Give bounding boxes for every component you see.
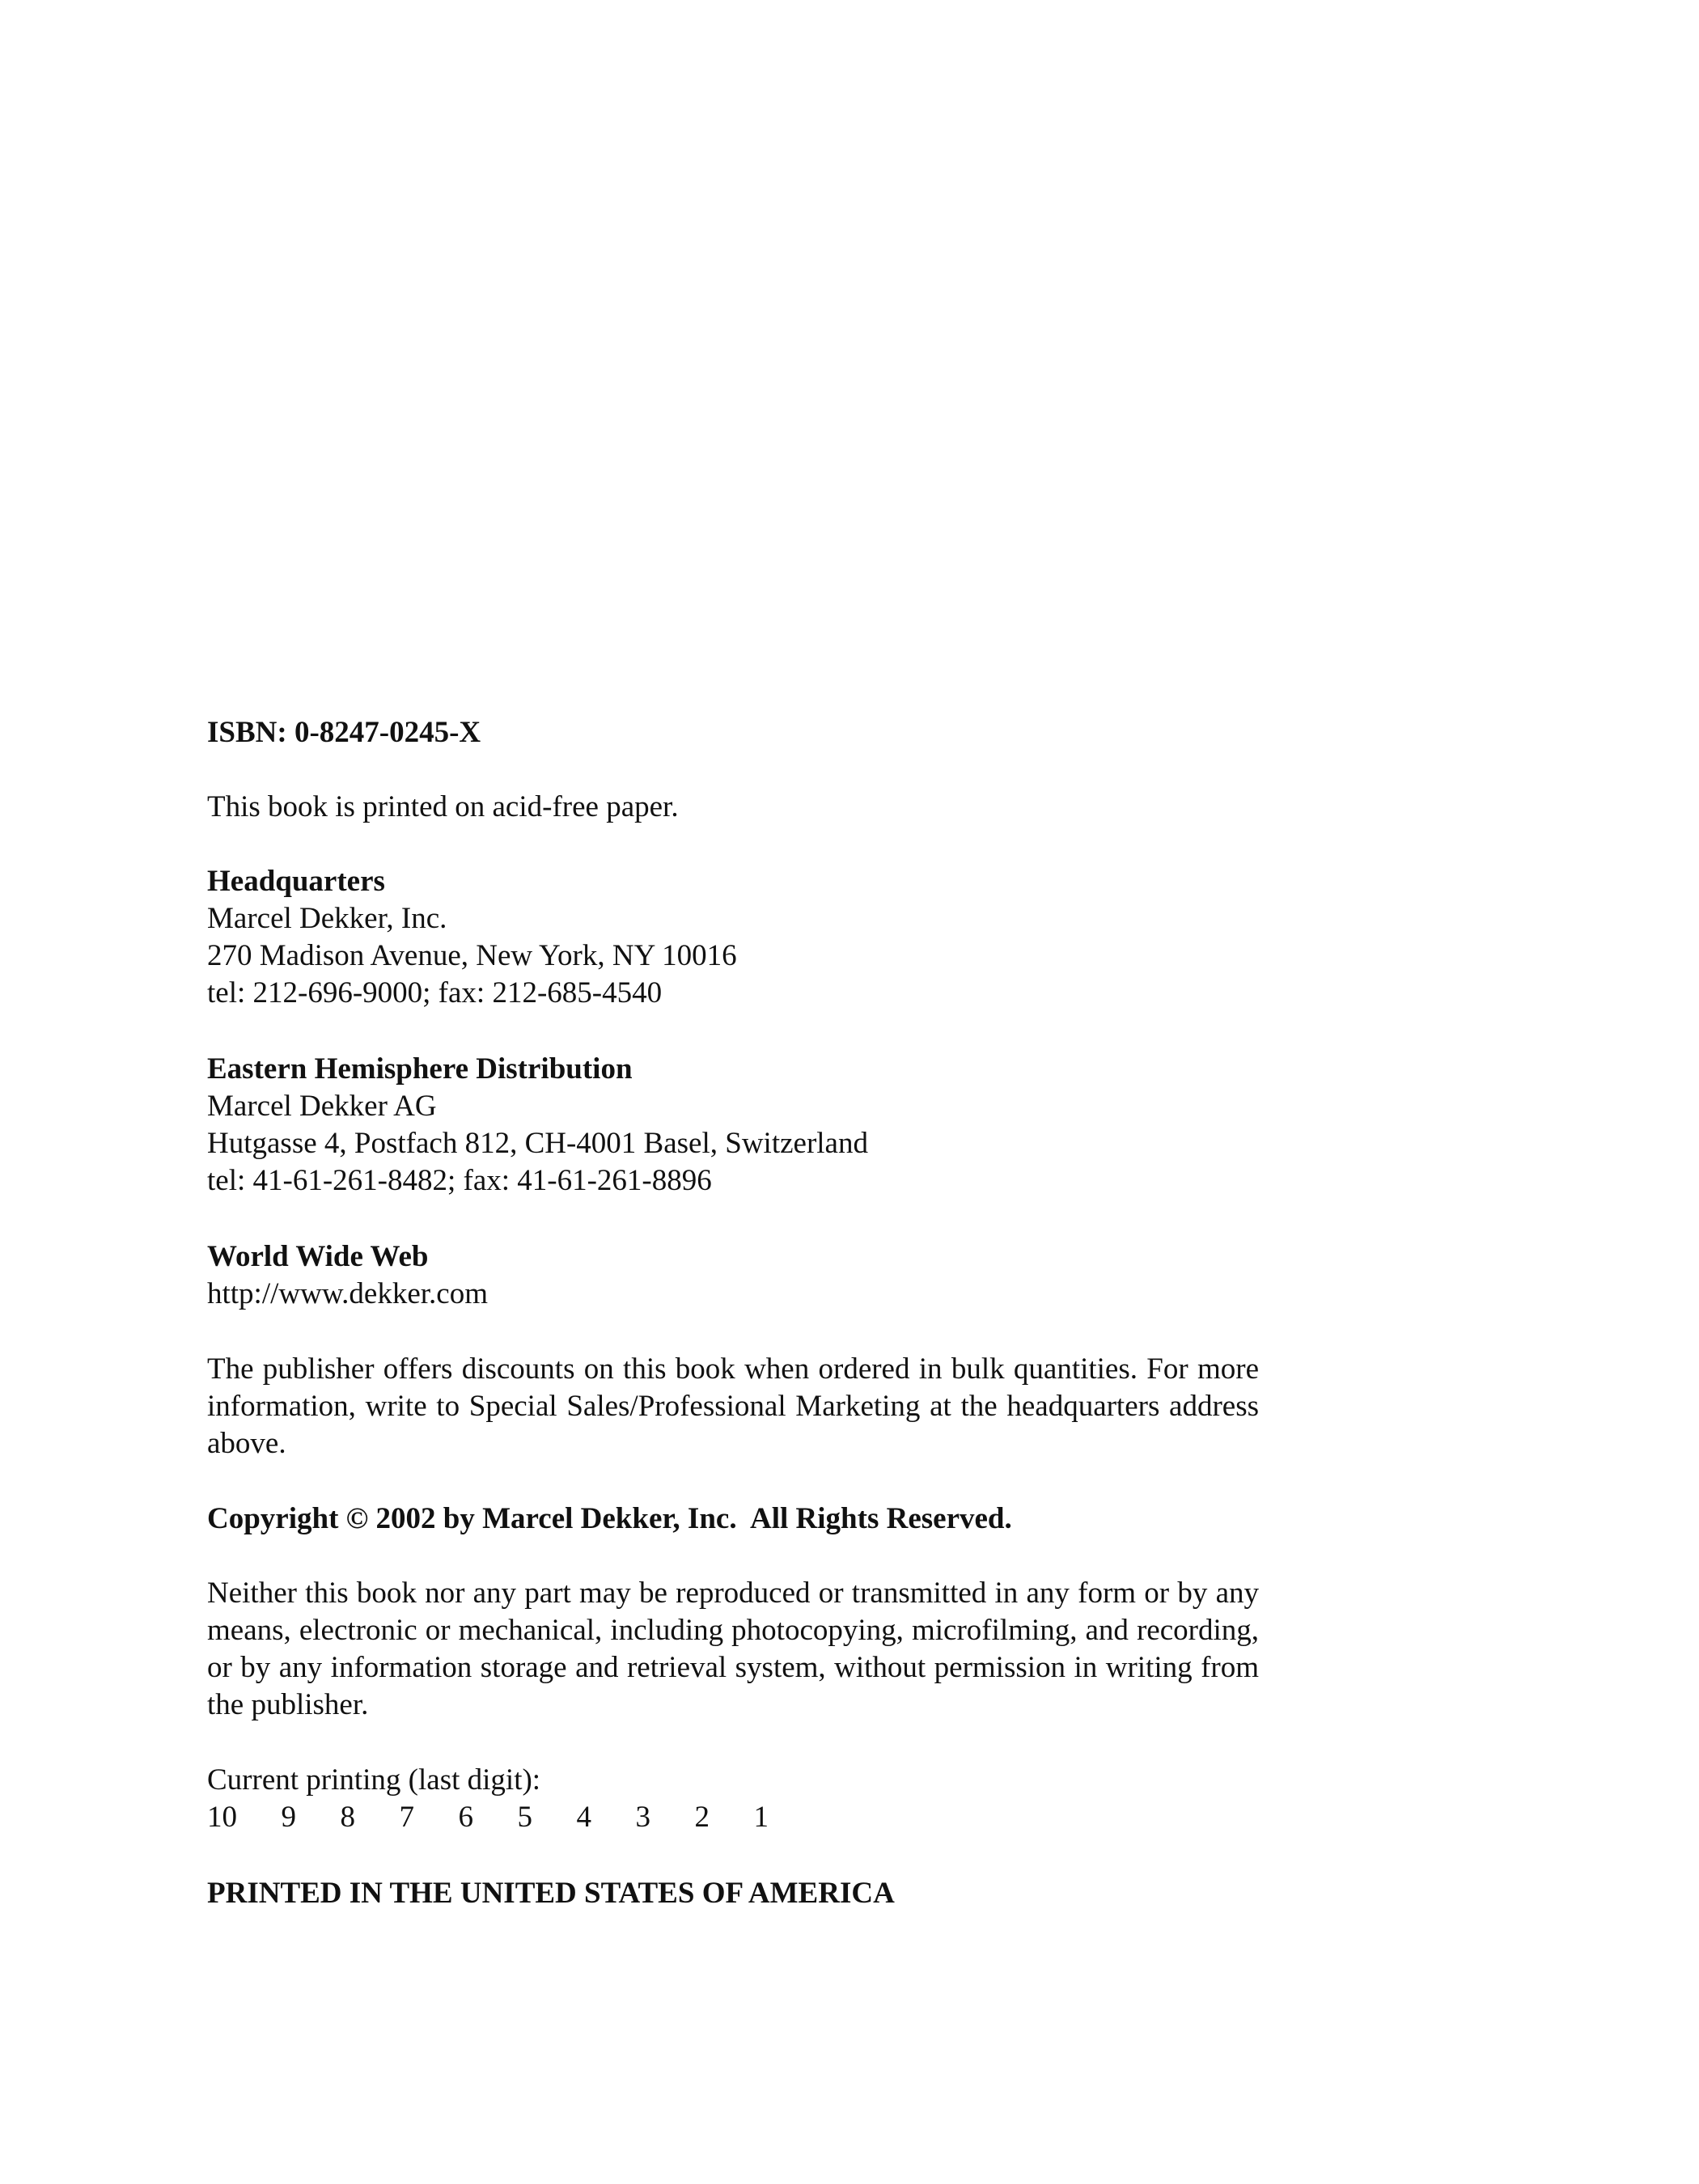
web-block bbox=[207, 1238, 1259, 1313]
isbn: ISBN: 0-8247-0245-X bbox=[207, 716, 481, 749]
eastern-block bbox=[207, 1051, 1259, 1200]
eastern-line: Marcel Dekker AG bbox=[207, 1090, 437, 1123]
eastern-line: Hutgasse 4, Postfach 812, CH-4001 Basel, Switzerland bbox=[207, 1127, 868, 1160]
discount-note: The publisher offers discounts on this book when ordered in bulk quantities. For more information, write to Special Sales/Professional Marketing at the headquarters address above. bbox=[207, 1352, 1259, 1460]
headquarters-line: 270 Madison Avenue, New York, NY 10016 bbox=[207, 939, 737, 972]
printing-label: Current printing (last digit): bbox=[207, 1763, 541, 1797]
printing-block bbox=[207, 1762, 1259, 1836]
isbn-block bbox=[207, 714, 1259, 751]
printed-in-block bbox=[207, 1875, 1259, 1912]
rights-note: Neither this book nor any part may be reproduced or transmitted in any form or by any means, electronic or mechanical, including photocopying, microfilming, and recording, or by any information storage and retrieval system, without permission in writing from the publisher. bbox=[207, 1577, 1259, 1721]
copyright-line: Copyright © 2002 by Marcel Dekker, Inc. All Rights Reserved. bbox=[207, 1502, 1012, 1535]
paper-note-block bbox=[207, 789, 1259, 826]
headquarters-line: Marcel Dekker, Inc. bbox=[207, 902, 447, 935]
headquarters-block bbox=[207, 863, 1259, 1012]
rights-block bbox=[207, 1575, 1259, 1724]
eastern-line: tel: 41-61-261-8482; fax: 41-61-261-8896 bbox=[207, 1164, 712, 1197]
printing-digits: 10 9 8 7 6 5 4 3 2 1 bbox=[207, 1801, 769, 1834]
web-url[interactable]: http://www.dekker.com bbox=[207, 1277, 488, 1310]
printed-in: PRINTED IN THE UNITED STATES OF AMERICA bbox=[207, 1877, 895, 1910]
web-heading: World Wide Web bbox=[207, 1240, 429, 1273]
copyright-block bbox=[207, 1500, 1259, 1538]
eastern-heading: Eastern Hemisphere Distribution bbox=[207, 1052, 633, 1086]
paper-note: This book is printed on acid-free paper. bbox=[207, 790, 679, 823]
discount-block bbox=[207, 1351, 1259, 1462]
headquarters-line: tel: 212-696-9000; fax: 212-685-4540 bbox=[207, 976, 663, 1009]
headquarters-heading: Headquarters bbox=[207, 865, 385, 898]
